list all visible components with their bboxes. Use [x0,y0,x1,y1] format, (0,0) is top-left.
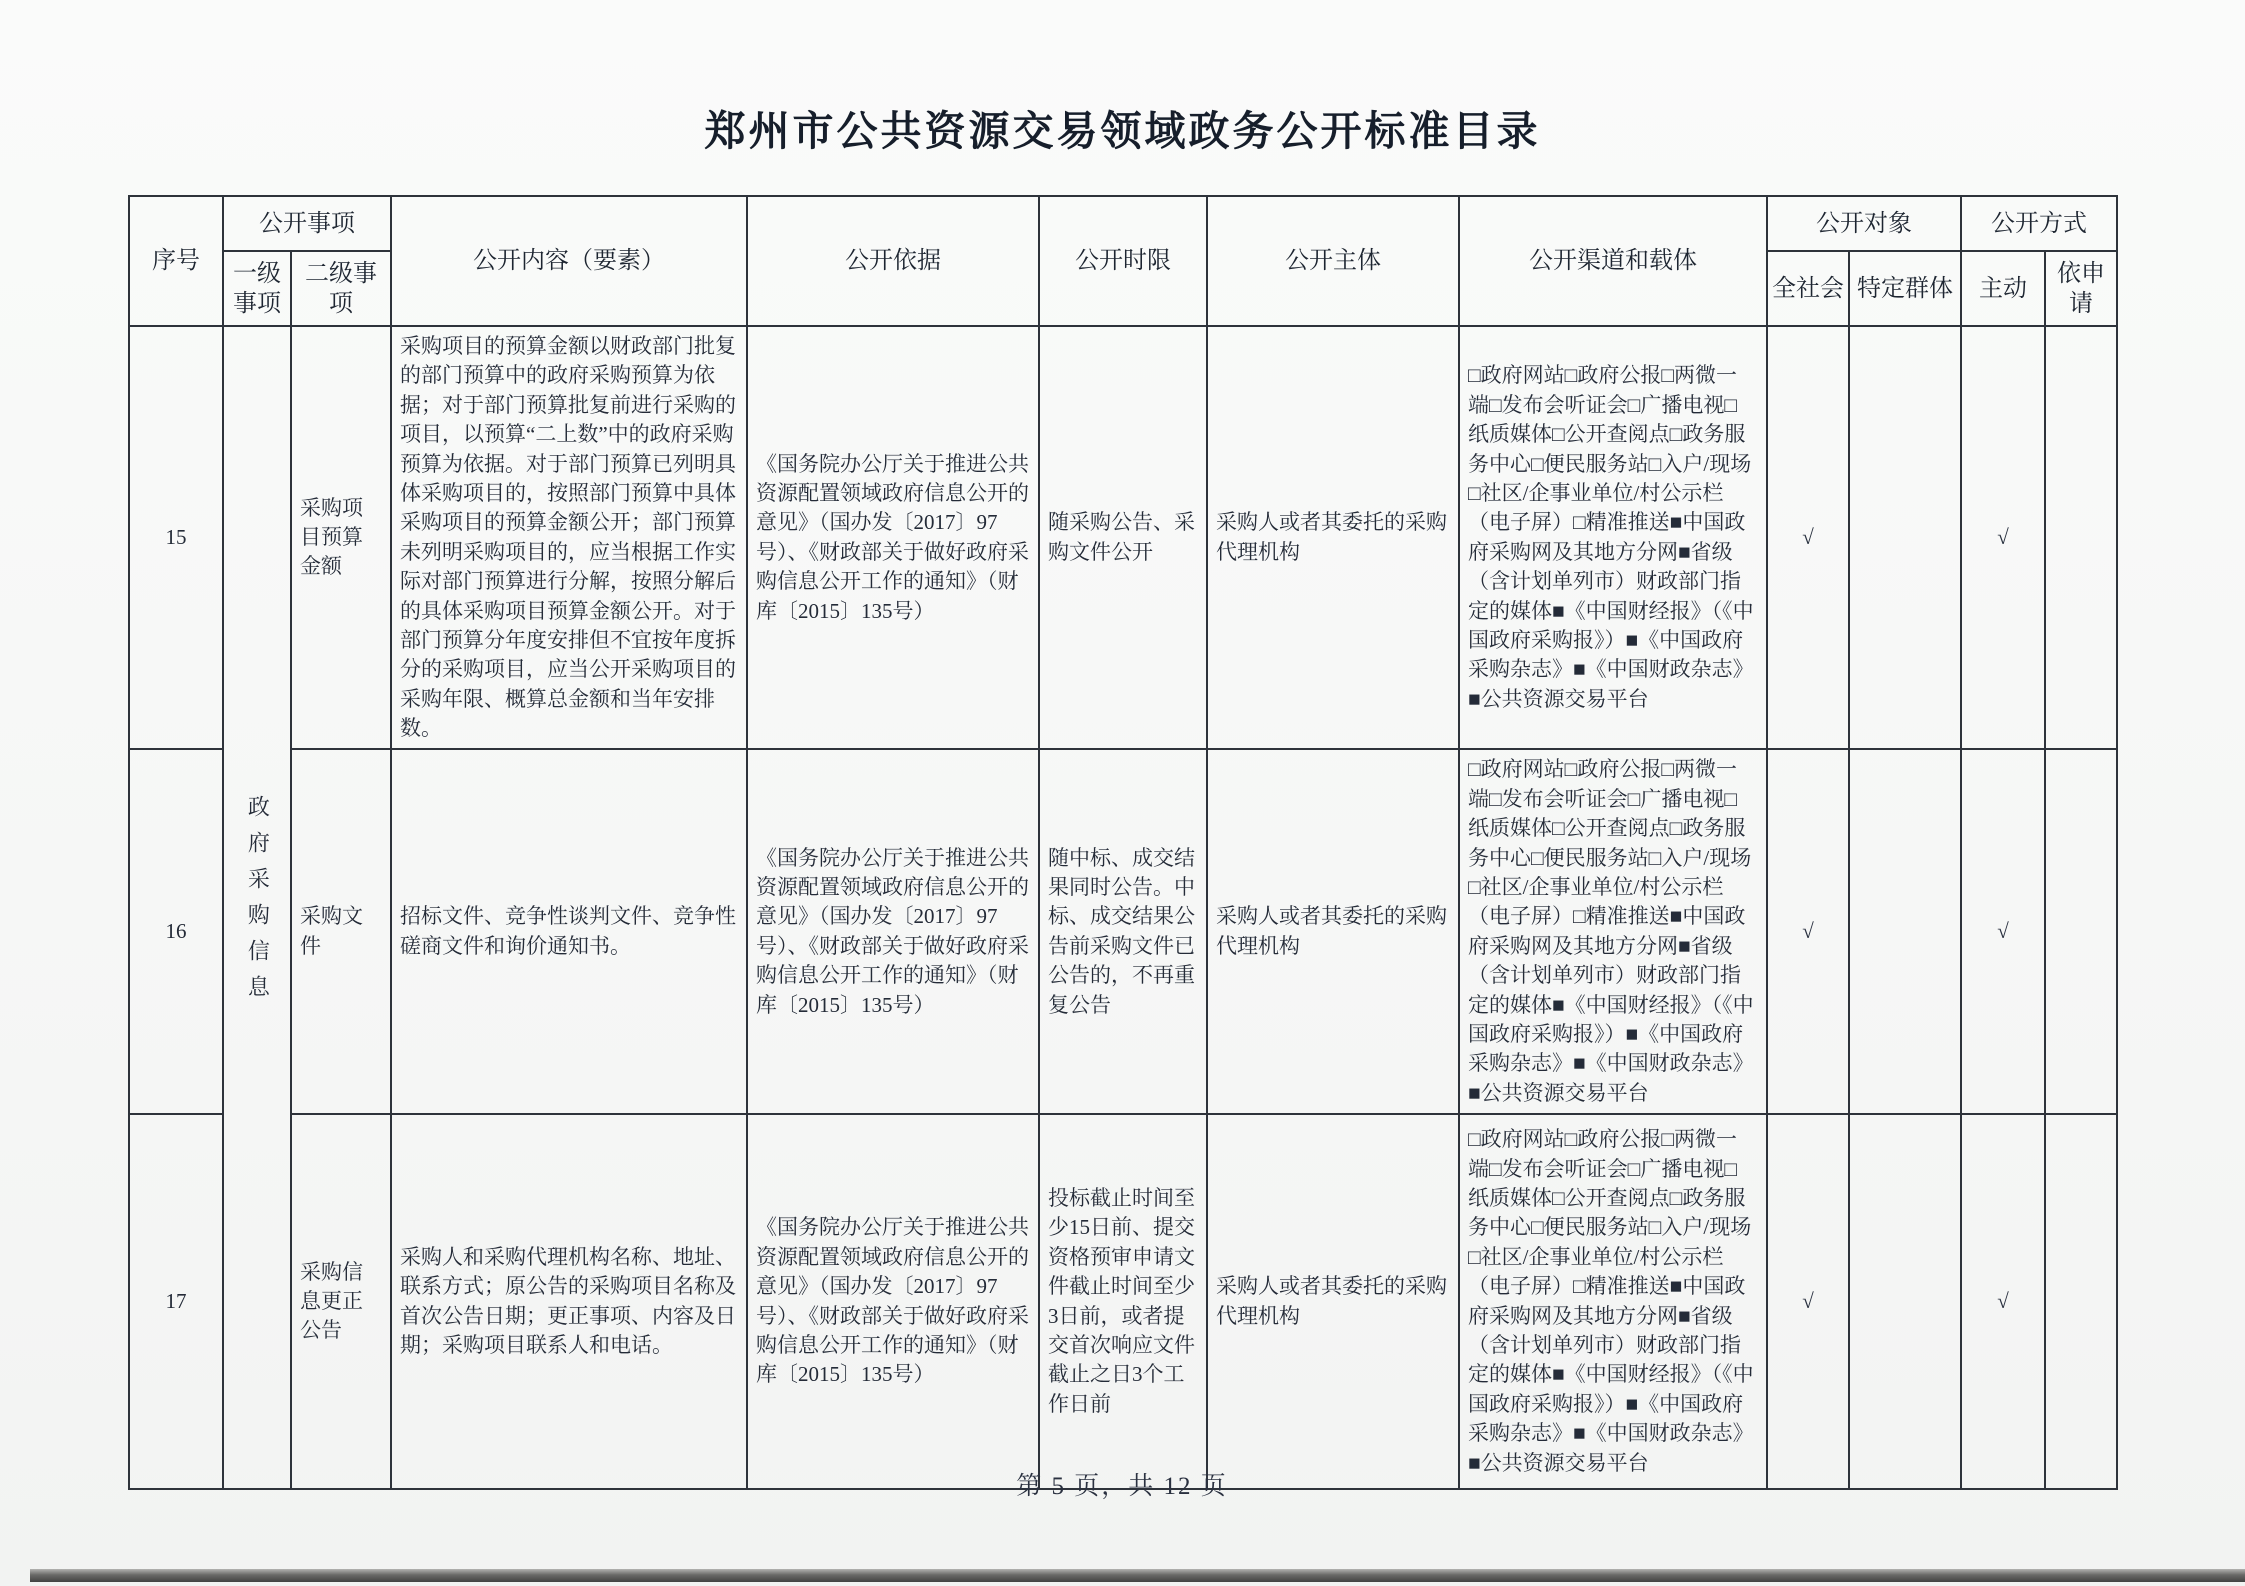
table-row-16 [129,749,2117,1114]
cell-level2-15: 采购项目预算金额 [291,326,391,749]
cell-subject-15: 采购人或者其委托的采购代理机构 [1207,326,1459,749]
scan-edge-artifact [30,1569,2245,1582]
col-header-target-all: 全社会 [1767,251,1849,326]
col-header-channels: 公开渠道和载体 [1459,196,1767,326]
col-header-target-group: 公开对象 [1767,196,1961,251]
cell-serial-16: 16 [129,749,223,1114]
cell-basis-17: 《国务院办公厅关于推进公共资源配置领域政府信息公开的意见》（国办发〔2017〕97号）、《财政部关于做好政府采购信息公开工作的通知》（财库〔2015〕135号） [747,1114,1039,1489]
cell-content-17: 采购人和采购代理机构名称、地址、联系方式；原公告的采购项目名称及首次公告日期；更正事项、内容及日期；采购项目联系人和电话。 [391,1114,747,1489]
cell-method-request-17 [2045,1114,2117,1489]
cell-target-specific-17 [1849,1114,1961,1489]
table-row-17 [129,1114,2117,1489]
col-header-content: 公开内容（要素） [391,196,747,326]
cell-target-specific-15 [1849,326,1961,749]
checkmark-target-all-17: √ [1767,1114,1849,1489]
col-header-target-specific: 特定群体 [1849,251,1961,326]
col-header-level2: 二级事项 [291,251,391,326]
checkmark-method-active-15: √ [1961,326,2045,749]
cell-subject-16: 采购人或者其委托的采购代理机构 [1207,749,1459,1114]
checkmark-target-all-16: √ [1767,749,1849,1114]
cell-channels-16: □政府网站□政府公报□两微一端□发布会听证会□广播电视□纸质媒体□公开查阅点□政务服务中心□便民服务站□入户/现场□社区/企事业单位/村公示栏（电子屏）□精准推送■中国政府采购网及其地方分网■省级（含计划单列市）财政部门指定的媒体■《中国财经报》（《中国政府采购报》）■《中国政府采购杂志》■《中国财政杂志》■公共资源交易平台 [1459,749,1767,1114]
cell-time-limit-17: 投标截止时间至少15日前、提交资格预审申请文件截止时间至少3日前，或者提交首次响应文件截止之日3个工作日前 [1039,1114,1207,1489]
cell-target-specific-16 [1849,749,1961,1114]
cell-content-15: 采购项目的预算金额以财政部门批复的部门预算中的政府采购预算为依据；对于部门预算批复前进行采购的项目，以预算“二上数”中的政府采购预算为依据。对于部门预算已列明具体采购项目的，按照部门预算中具体采购项目的预算金额公开；部门预算未列明采购项目的，应当根据工作实际对部门预算进行分解，按照分解后的具体采购项目预算金额公开。对于部门预算分年度安排但不宜按年度拆分的采购项目，应当公开采购项目的采购年限、概算总金额和当年安排数。 [391,326,747,749]
checkmark-method-active-17: √ [1961,1114,2045,1489]
cell-serial-17: 17 [129,1114,223,1489]
col-header-subject: 公开主体 [1207,196,1459,326]
col-header-serial: 序号 [129,196,223,326]
col-header-method-request: 依申请 [2045,251,2117,326]
cell-subject-17: 采购人或者其委托的采购代理机构 [1207,1114,1459,1489]
page-number-footer: 第 5 页，共 12 页 [1016,1473,1228,1500]
cell-serial-15: 15 [129,326,223,749]
cell-method-request-16 [2045,749,2117,1114]
page-title: 郑州市公共资源交易领域政务公开标准目录 [704,108,1541,154]
table-row-15 [129,326,2117,749]
cell-level2-16: 采购文件 [291,749,391,1114]
cell-basis-15: 《国务院办公厅关于推进公共资源配置领域政府信息公开的意见》（国办发〔2017〕97号）、《财政部关于做好政府采购信息公开工作的通知》（财库〔2015〕135号） [747,326,1039,749]
cell-channels-15: □政府网站□政府公报□两微一端□发布会听证会□广播电视□纸质媒体□公开查阅点□政务服务中心□便民服务站□入户/现场□社区/企事业单位/村公示栏（电子屏）□精准推送■中国政府采购网及其地方分网■省级（含计划单列市）财政部门指定的媒体■《中国财经报》（《中国政府采购报》）■《中国政府采购杂志》■《中国财政杂志》■公共资源交易平台 [1459,326,1767,749]
cell-level1-gov-procurement [223,326,291,1489]
cell-method-request-15 [2045,326,2117,749]
col-header-matters-group: 公开事项 [223,196,391,251]
cell-time-limit-16: 随中标、成交结果同时公告。中标、成交结果公告前采购文件已公告的，不再重复公告 [1039,749,1207,1114]
col-header-basis: 公开依据 [747,196,1039,326]
cell-level2-17: 采购信息更正公告 [291,1114,391,1489]
level1-vertical-label: 政府采购信息 [245,795,271,1012]
col-header-time-limit: 公开时限 [1039,196,1207,326]
cell-content-16: 招标文件、竞争性谈判文件、竞争性磋商文件和询价通知书。 [391,749,747,1114]
disclosure-standard-table [128,195,2118,1490]
checkmark-method-active-16: √ [1961,749,2045,1114]
col-header-method-group: 公开方式 [1961,196,2117,251]
cell-time-limit-15: 随采购公告、采购文件公开 [1039,326,1207,749]
cell-basis-16: 《国务院办公厅关于推进公共资源配置领域政府信息公开的意见》（国办发〔2017〕97号）、《财政部关于做好政府采购信息公开工作的通知》（财库〔2015〕135号） [747,749,1039,1114]
checkmark-target-all-15: √ [1767,326,1849,749]
col-header-level1: 一级事项 [223,251,291,326]
cell-channels-17: □政府网站□政府公报□两微一端□发布会听证会□广播电视□纸质媒体□公开查阅点□政务服务中心□便民服务站□入户/现场□社区/企事业单位/村公示栏（电子屏）□精准推送■中国政府采购网及其地方分网■省级（含计划单列市）财政部门指定的媒体■《中国财经报》（《中国政府采购报》）■《中国政府采购杂志》■《中国财政杂志》■公共资源交易平台 [1459,1114,1767,1489]
col-header-method-active: 主动 [1961,251,2045,326]
